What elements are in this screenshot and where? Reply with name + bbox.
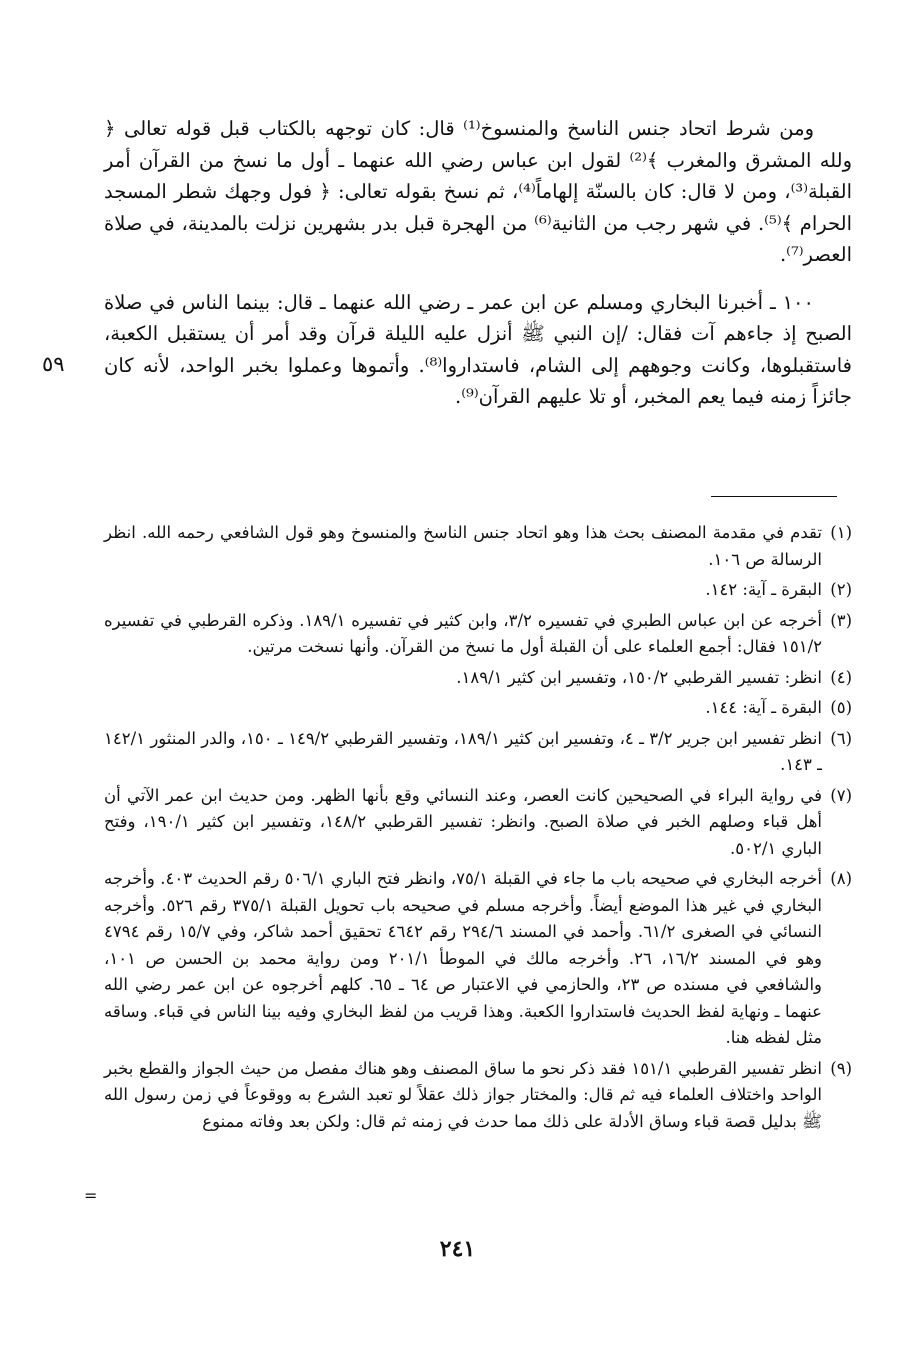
footnote-number: (٣) — [830, 610, 852, 630]
footnote-text: انظر تفسير القرطبي ١٥١/١ فقد ذكر نحو ما ساق المصنف وهو هناك مفصل من حيث الجواز والقطع بخبر الواحد واختلاف العلماء فيه ثم قال: والمختار جواز ذلك عقلاً لو تعبد الشرع به ووقوعاً في زمن رسول الله ﷺ بدليل قصة قباء وساق الأدلة على ذلك مما حدث في زمنه ثم قال: ولكن بعد وفاته ممنوع — [104, 1058, 822, 1131]
footnotes — [104, 520, 852, 1139]
page-number: ٢٤١ — [439, 1236, 476, 1262]
footnote-number: (٥) — [830, 698, 852, 717]
footnote-6 — [104, 726, 852, 779]
footnote-2 — [104, 577, 852, 604]
footnote-number: (٩) — [830, 1058, 852, 1078]
footnote-8 — [104, 866, 852, 1052]
footnote-separator — [711, 496, 837, 497]
footnote-text: تقدم في مقدمة المصنف بحث هذا وهو اتحاد جنس الناسخ والمنسوخ وهو قول الشافعي رحمه الله. انظر الرسالة ص ١٠٦. — [104, 523, 822, 569]
footnote-3 — [104, 608, 852, 661]
footnote-number: (١) — [830, 523, 852, 542]
margin-page-reference: ٥٩ — [42, 352, 65, 376]
footnote-text: البقرة ـ آية: ١٤٢. — [705, 580, 822, 599]
footnote-number: (٧) — [830, 785, 852, 805]
footnote-text: أخرجه البخاري في صحيحه باب ما جاء في القبلة ٧٥/١، وانظر فتح الباري ٥٠٦/١ رقم الحديث ٤٠٣. وأخرجه البخاري في غير هذا الموضع أيضاً. وأخرجه مسلم في صحيحه باب تحويل القبلة ٣٧٥/١ رقم ٥٢٦. وأخرجه النسائي في الصغرى ٦١/٢. وأحمد في المسند ٢٩٤/٦ رقم ٤٦٤٢ تحقيق أحمد شاكر، وفي ١٥/٧ رقم ٤٧٩٤ وهو في المسند ١٦/٢، ٢٦. وأخرجه مالك في الموطأ ٢٠١/١ ومن رواية محمد بن الحسن ص ١٠١، والشافعي في مسنده ص ٢٣، والحازمي في الاعتبار ص ٦٤ ـ ٦٥. كلهم أخرجوه عن ابن عمر رضي الله عنهما ـ ونهاية لفظ الحديث فاستداروا الكعبة. وهذا قريب من لفظ البخاري وفيه بينا الناس في قباء. وساقه مثل لفظه هنا. — [104, 869, 823, 1047]
footnote-number: (٨) — [830, 869, 852, 888]
footnote-4 — [104, 665, 852, 692]
footnote-9 — [104, 1056, 852, 1136]
footnote-text: البقرة ـ آية: ١٤٤. — [705, 698, 822, 717]
footnote-number: (٢) — [830, 580, 852, 599]
footnote-number: (٤) — [830, 667, 852, 687]
main-paragraph-1: ومن شرط اتحاد جنس الناسخ والمنسوخ⁽¹⁾ قال: كان توجهه بالكتاب قبل قوله تعالى ﴿ ولله المشرق والمغرب ﴾⁽²⁾ لقول ابن عباس رضي الله عنهما ـ أول ما نسخ من القرآن أمر القبلة⁽³⁾، ومن لا قال: كان بالسنّة إلهاماً⁽⁴⁾، ثم نسخ بقوله تعالى: ﴿ فول وجهك شطر المسجد الحرام ﴾⁽⁵⁾. في شهر رجب من الثانية⁽⁶⁾ من الهجرة قبل بدر بشهرين نزلت بالمدينة، في صلاة العصر⁽⁷⁾. — [104, 117, 852, 266]
main-text — [104, 113, 852, 413]
footnote-text: أخرجه عن ابن عباس الطبري في تفسيره ٣/٢، وابن كثير في تفسيره ١٨٩/١. وذكره القرطبي في تفسيره ١٥١/٢ فقال: أجمع العلماء على أن القبلة أول ما نسخ من القرآن. وأنها نسخت مرتين. — [104, 610, 822, 656]
footnote-5 — [104, 695, 852, 722]
continuation-mark: = — [84, 1186, 98, 1205]
footnote-text: في رواية البراء في الصحيحين كانت العصر، وعند النسائي وقع بأنها الظهر. ومن حديث ابن عمر الآتي أن أهل قباء وصلهم الخبر في صلاة الصبح. وانظر: تفسير القرطبي ١٤٨/٢، وتفسير ابن كثير ١٩٠/١، وفتح الباري ٥٠٢/١. — [104, 785, 822, 858]
footnote-text: انظر: تفسير القرطبي ١٥٠/٢، وتفسير ابن كثير ١٨٩/١. — [456, 667, 822, 687]
footnote-number: (٦) — [830, 728, 852, 748]
footnote-1 — [104, 520, 852, 573]
footnote-text: انظر تفسير ابن جرير ٣/٢ ـ ٤، وتفسير ابن كثير ١٨٩/١، وتفسير القرطبي ١٤٩/٢ ـ ١٥٠، والدر المنثور ١٤٢/١ ـ ١٤٣. — [104, 728, 822, 774]
footnote-7 — [104, 783, 852, 863]
main-paragraph-2: ١٠٠ ـ أخبرنا البخاري ومسلم عن ابن عمر ـ رضي الله عنهما ـ قال: بينما الناس في صلاة الصبح إذ جاءهم آت فقال: /إن النبي ﷺ أنزل عليه الليلة قرآن وقد أمر أن يستقبل الكعبة، فاستقبلوها، وكانت وجوههم إلى الشام، فاستداروا⁽⁸⁾. وأتموها وعملوا بخبر الواحد، لأنه كان جائزاً زمنه فيما يعم المخبر، أو تلا عليهم القرآن⁽⁹⁾. — [104, 290, 852, 408]
